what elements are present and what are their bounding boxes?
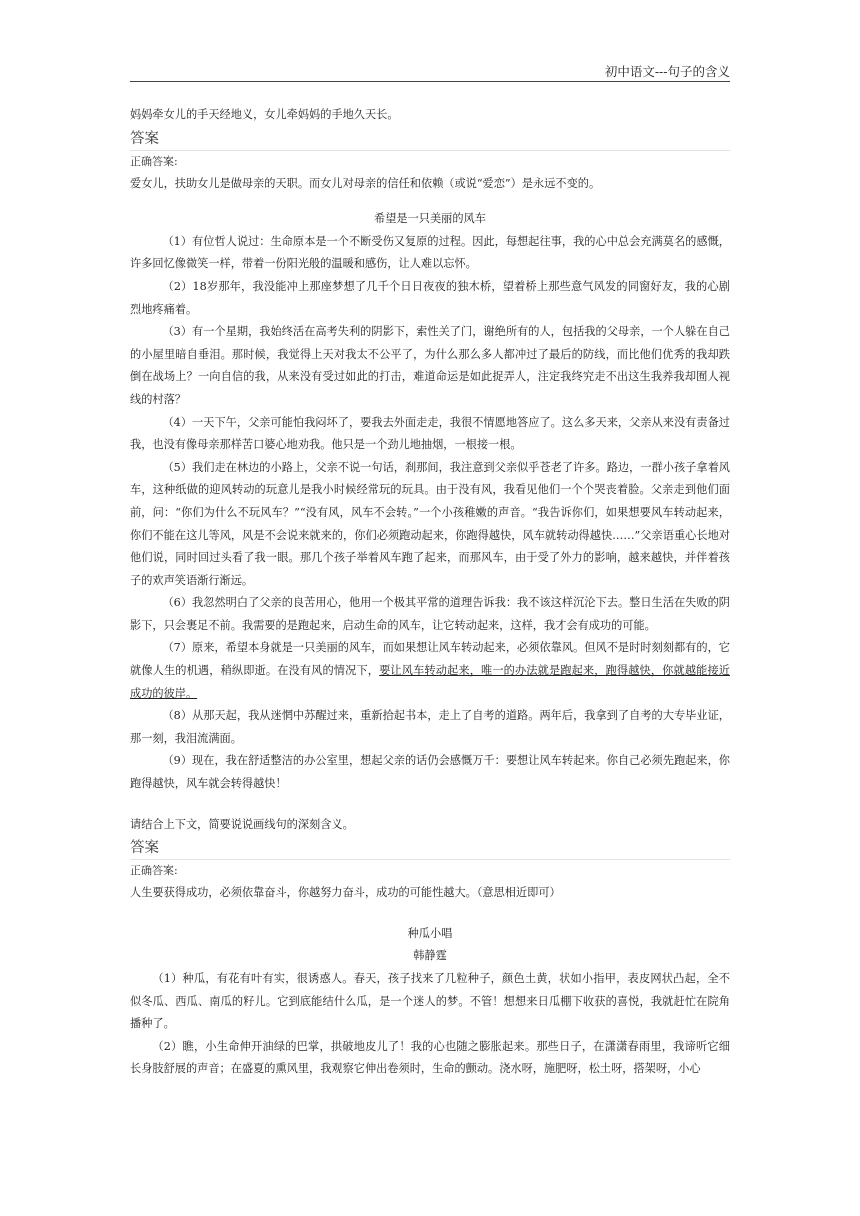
article-paragraph: （3）有一个星期，我始终活在高考失利的阴影下，索性关了门，谢绝所有的人，包括我的父母亲，一个人躲在自己的小屋里暗自垂泪。那时候，我觉得上天对我太不公平了，为什么那么多人都冲过了最后的防线，而比他们优秀的我却跌倒在战场上？一向自信的我，从来没有受过如此的打击，难道命运是如此捉弄人，注定我终究走不出这生我养我却囿人视线的村落？ bbox=[130, 325, 730, 406]
answer-label: 正确答案: bbox=[130, 864, 178, 878]
article-paragraph: （6）我忽然明白了父亲的良苦用心，他用一个极其平常的道理告诉我：我不该这样沉沦下去。整日生活在失败的阴影下，只会裹足不前。我需要的是跑起来，启动生命的风车，让它转动起来，这样，我才会有成功的可能。 bbox=[130, 596, 730, 632]
paragraph-text: （7）原来，希望本身就是一只美丽的风车，而如果想让风车转动起来，必须依靠风。但风不是时时刻刻都有的，它就像人生的机遇，稍纵即逝。在没有风的情况下， bbox=[130, 641, 730, 678]
article-paragraph bbox=[130, 637, 730, 705]
question-text-tail: 妈妈牵女儿的手天经地义，女儿牵妈妈的手地久天长。 bbox=[130, 108, 399, 121]
article-paragraph: （2）瞧，小生命伸开油绿的巴掌，拱破地皮儿了！我的心也随之膨胀起来。那些日子，在潇潇春雨里，我谛听它细长身肢舒展的声音；在盛夏的熏风里，我观察它伸出卷须时，生命的颤动。浇水呀，施肥呀，松土呀，搭架呀，小心 bbox=[130, 1039, 730, 1076]
answer-text: 爱女儿，扶助女儿是做母亲的天职。而女儿对母亲的信任和依赖（或说“爱恋”）是永远不变的。 bbox=[130, 176, 601, 190]
article-paragraph: （9）现在，我在舒适整洁的办公室里，想起父亲的话仍会感慨万千：要想让风车转起来。你自己必须先跑起来，你跑得越快，风车就会转得越快！ bbox=[130, 754, 730, 791]
answer-heading: 答案 bbox=[130, 836, 730, 860]
document-body bbox=[130, 104, 730, 1081]
underlined-sentence: 要让风车转动起来，唯一的办法就是跑起来，跑得越快，你就越能接近成功的彼岸。 bbox=[130, 664, 730, 700]
article-paragraph: （8）从那天起，我从迷惘中苏醒过来，重新拾起书本，走上了自考的道路。两年后，我拿到了自考的大专毕业证，那一刻，我泪流满面。 bbox=[130, 709, 730, 745]
article-paragraph: （1）有位哲人说过：生命原本是一个不断受伤又复原的过程。因此，每想起往事，我的心中总会充满莫名的感慨，许多回忆像微笑一样，带着一份阳光般的温暖和感伤，让人难以忘怀。 bbox=[130, 234, 730, 271]
article-author: 韩静霆 bbox=[413, 949, 447, 963]
article-paragraph: （2）18岁那年，我没能冲上那座梦想了几千个日日夜夜的独木桥，望着桥上那些意气风发的同窗好友，我的心剧烈地疼痛着。 bbox=[130, 279, 730, 316]
article-paragraph: （5）我们走在林边的小路上，父亲不说一句话，刹那间，我注意到父亲似乎苍老了许多。路边，一群小孩子拿着风车，这种纸做的迎风转动的玩意儿是我小时候经常玩的玩具。由于没有风，我看见他们一个个哭丧着脸。父亲走到他们面前，问：“你们为什么不玩风车？”“没有风，风车不会转。”一个小孩稚嫩的声音。“我告诉你们，如果想要风车转动起来，你们不能在这儿等风，风是不会说来就来的，你们必须跑动起来，你跑得越快，风车就转动得越快……”父亲语重心长地对他们说，同时回过头看了我一眼。那几个孩子举着风车跑了起来，而那风车，由于受了外力的影响，越来越快，并伴着孩子的欢声笑语渐行渐远。 bbox=[130, 460, 730, 587]
article-paragraph: （1）种瓜，有花有叶有实，很诱惑人。春天，孩子找来了几粒种子，颜色土黄，状如小指甲，表皮网状凸起，全不似冬瓜、西瓜、南瓜的籽儿。它到底能结什么瓜，是一个迷人的梦。不管！想想来日瓜棚下收获的喜悦，我就赶忙在院角播种了。 bbox=[130, 972, 730, 1031]
page-header bbox=[130, 60, 730, 82]
question-text: 请结合上下文，简要说说画线句的深刻含义。 bbox=[130, 817, 354, 831]
article-title: 种瓜小唱 bbox=[407, 926, 453, 940]
answer-text: 人生要获得成功，必须依靠奋斗，你越努力奋斗，成功的可能性越大。（意思相近即可） bbox=[130, 886, 561, 900]
article-title: 希望是一只美丽的风车 bbox=[374, 212, 486, 226]
answer-heading: 答案 bbox=[130, 127, 730, 151]
article-paragraph: （4）一天下午，父亲可能怕我闷坏了，要我去外面走走，我很不情愿地答应了。这么多天来，父亲从来没有责备过我，也没有像母亲那样苦口婆心地劝我。他只是一个劲儿地抽烟，一根接一根。 bbox=[130, 415, 730, 452]
answer-label: 正确答案: bbox=[130, 154, 178, 168]
header-title: 初中语文---句子的含义 bbox=[604, 64, 730, 79]
